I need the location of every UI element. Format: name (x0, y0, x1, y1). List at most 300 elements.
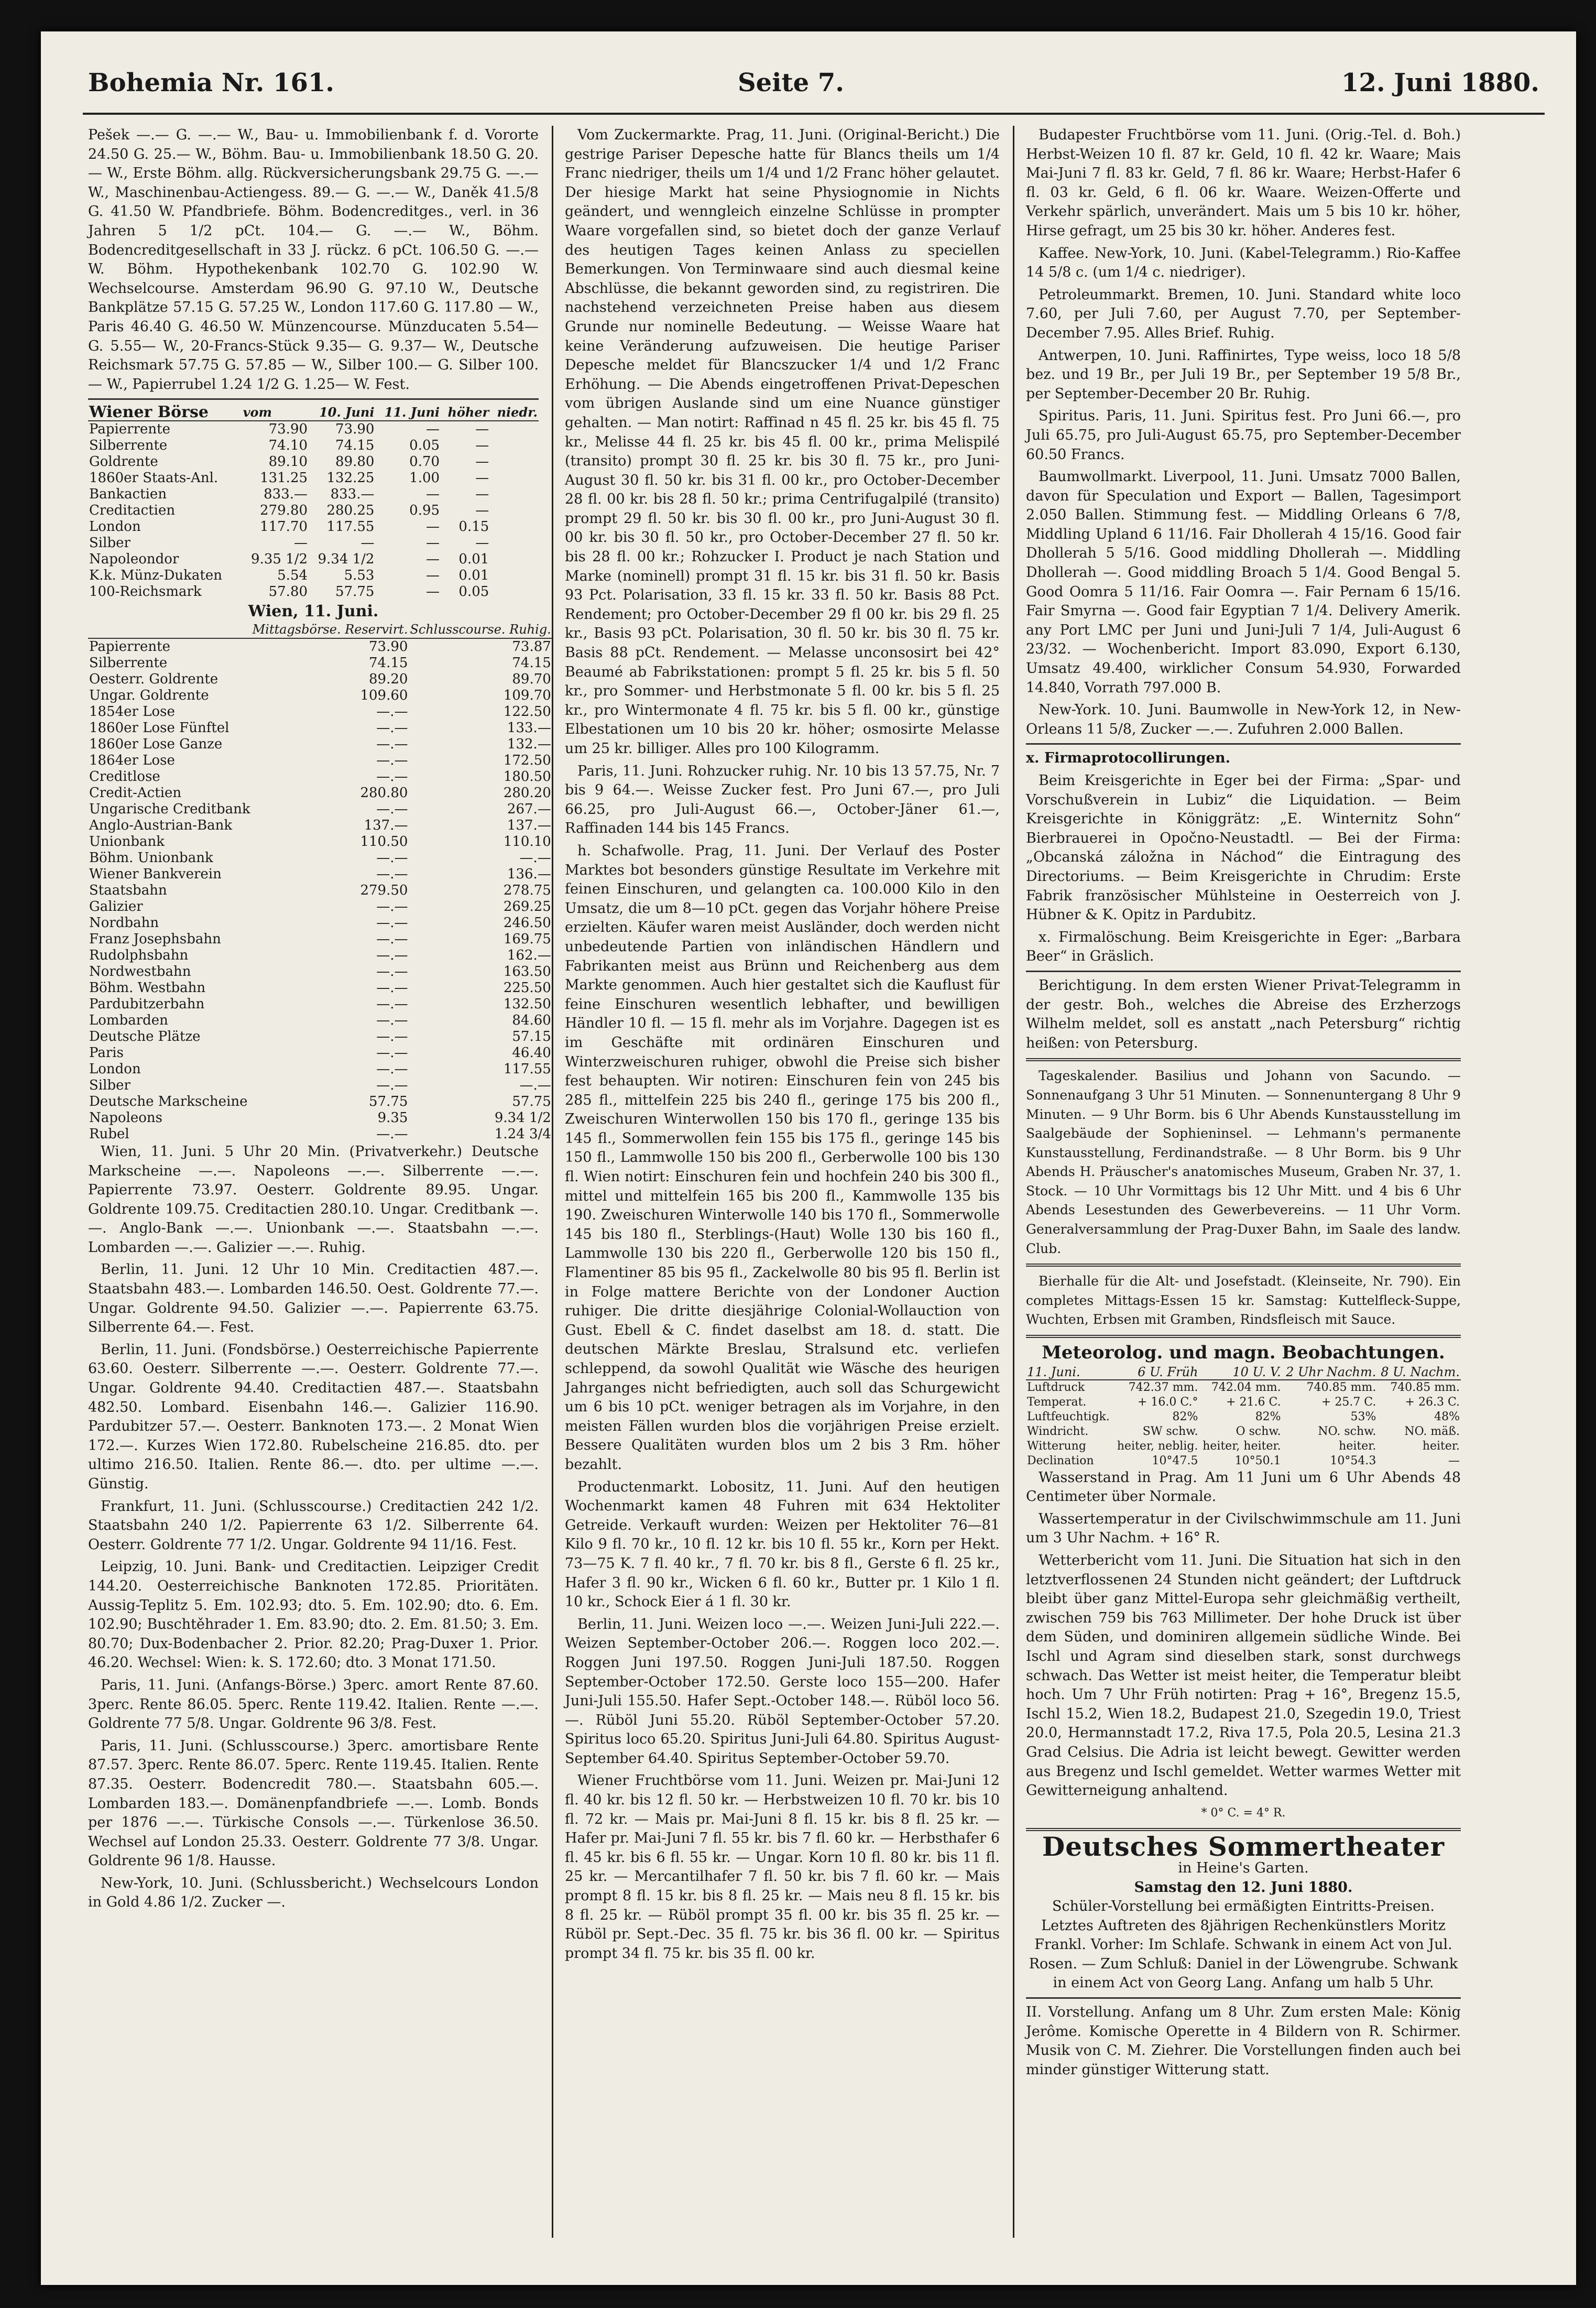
table-cell: —.— (376, 850, 408, 866)
table-cell: 73.90 (268, 421, 308, 438)
column-2 (565, 126, 1000, 2243)
table-row (88, 1061, 552, 1077)
table-cell: Rudolphsbahn (89, 947, 189, 963)
table-cell: 0.15 (458, 519, 489, 535)
wiener-boerse-table (88, 404, 539, 600)
column-1 (88, 126, 551, 2243)
table-cell: Bankactien (89, 486, 167, 503)
table-cell: NO. schw. (1318, 1424, 1376, 1438)
table-cell: 117.70 (260, 519, 308, 535)
table-cell: Luftdruck (1027, 1380, 1085, 1394)
table-row (88, 1094, 552, 1110)
table-row (88, 785, 552, 801)
table-header-row (88, 622, 552, 638)
table-cell: 137.— (507, 817, 551, 833)
table-cell: Unionbank (89, 833, 165, 850)
table-cell: 279.80 (260, 503, 308, 519)
table-cell: Windricht. (1027, 1424, 1089, 1438)
table-cell: London (89, 519, 141, 535)
table-cell: + 16.0 C.° (1138, 1395, 1198, 1409)
table-header-row (88, 404, 539, 421)
table-cell: 5.54 (277, 568, 308, 584)
table-cell: 89.70 (512, 671, 551, 687)
table-cell: Pardubitzerbahn (89, 996, 205, 1012)
table-cell: —.— (376, 1126, 408, 1142)
table-cell: 57.75 (512, 1093, 551, 1109)
table-cell: —.— (376, 1077, 408, 1093)
table-row (88, 655, 552, 671)
table-cell: 57.15 (512, 1028, 551, 1044)
table-cell: —.— (376, 768, 408, 785)
table-cell: 280.20 (503, 785, 551, 801)
column-rule-1 (552, 126, 553, 2238)
table-row (1026, 1424, 1461, 1439)
table-row (1026, 1380, 1461, 1395)
table-cell: 84.60 (512, 1012, 551, 1028)
table-cell: 100-Reichsmark (89, 584, 202, 600)
table-cell: 82% (1255, 1410, 1281, 1423)
table-cell: Deutsche Plätze (89, 1028, 201, 1044)
table-cell: Rubel (89, 1126, 129, 1142)
table-cell: — (426, 421, 440, 438)
table-cell: 132.— (507, 736, 551, 752)
table-cell: Böhm. Westbahn (89, 979, 206, 996)
table-cell: —.— (376, 931, 408, 947)
table-cell: Creditlose (89, 768, 160, 785)
table-row (88, 584, 539, 600)
firma-title: x. Firmaprotocollirungen. (1026, 750, 1230, 767)
table-cell: 48% (1434, 1410, 1460, 1423)
table-cell: 9.34 1/2 (494, 1109, 551, 1126)
table-cell: Silber (89, 1077, 130, 1093)
table-cell: 132.25 (326, 470, 375, 486)
table-cell: — (475, 503, 489, 519)
table-row (88, 1126, 552, 1142)
berichtigung: Berichtigung. In dem ersten Wiener Privat-Telegramm in der gestr. Boh., welches die Abreise des Erzherzogs Wilhelm meldet, soll es anstatt „nach Petersburg“ richtig heißen: von Petersburg. (1026, 977, 1461, 1051)
meteo-note: Wassertemperatur in der Civilschwimmschule am 11. Juni um 3 Uhr Nachm. + 16° R. (1026, 1510, 1461, 1547)
table-cell: 74.10 (268, 438, 308, 454)
market-report: Productenmarkt. Lobositz, 11. Juni. Auf den heutigen Wochenmarkt kamen 48 Fuhren mit 634 Hektoliter Getreide. Verkauft wurden: Weizen per Hektoliter 76—81 Kilo 9 fl. 70 kr., 10 fl. 12 kr. bis 10 fl. 55 kr., Korn per Hekt. 73—75 K. 7 fl. 40 kr., 7 fl. 70 kr. bis 8 fl., Gerste 6 fl. 25 kr., Hafer 3 fl. 90 kr., Wicken 6 fl. 60 kr., Butter pr. 1 Kilo 1 fl. 10 kr., Schock Eier á 1 fl. 30 kr. (565, 1478, 1000, 1610)
table-cell: 46.40 (512, 1044, 551, 1061)
table-row (88, 551, 539, 568)
table-cell: 53% (1350, 1410, 1376, 1423)
firmaloeschung: x. Firmalöschung. Beim Kreisgerichte in Eger: „Barbara Beer“ in Gräslich. (1026, 929, 1461, 965)
table-cell: + 21.6 C. (1226, 1395, 1281, 1409)
table-cell: 57.80 (268, 584, 308, 600)
table-cell: Goldrente (89, 454, 158, 470)
table-cell: 133.— (507, 720, 551, 736)
table-cell: 132.50 (503, 996, 551, 1012)
table-cell: — (475, 454, 489, 470)
table-row (88, 915, 552, 931)
table-cell: —.— (376, 1061, 408, 1077)
table-row (88, 535, 539, 551)
table-cell: 10°47.5 (1152, 1454, 1198, 1467)
table-cell: 280.80 (360, 785, 408, 801)
table-cell: —.— (376, 866, 408, 882)
table-cell: —.— (376, 1028, 408, 1044)
market-report: Frankfurt, 11. Juni. (Schlusscourse.) Creditactien 242 1/2. Staatsbahn 240 1/2. Papierrente 63 1/2. Silberrente 64. Oesterr. Goldrente 77 1/2. Ungar. Goldrente 94 11/16. Fest. (88, 1498, 539, 1553)
table-cell: Luftfeuchtigk. (1027, 1410, 1110, 1423)
table-row (88, 964, 552, 980)
table-cell: Witterung (1027, 1439, 1086, 1453)
market-report: Leipzig, 10. Juni. Bank- und Creditactien. Leipziger Credit 144.20. Oesterreichische Banknoten 172.85. Prioritäten. Aussig-Teplitz 5. Em. 102.93; dto. 5. Em. 102.90; dto. 6. Em. 102.90; Buschtěhrader 1. Em. 83.90; dto. 2. Em. 81.50; 3. Em. 80.70; Dux-Bodenbacher 2. Prior. 82.20; Prag-Duxer 1. Prior. 46.20. Wechsel: Wien: k. S. 172.60; dto. 3 Monat 171.50. (88, 1559, 539, 1671)
table-row (88, 720, 552, 736)
theater-date: Samstag den 12. Juni 1880. (1134, 1879, 1353, 1896)
table-cell: —.— (376, 963, 408, 979)
table-cell: —.— (376, 736, 408, 752)
divider (1026, 1058, 1461, 1061)
market-report: Antwerpen, 10. Juni. Raffinirtes, Type weiss, loco 18 5/8 bez. und 19 Br., per Juli 19 Br., per September 19 5/8 Br., per September-December 20 Br. Ruhig. (1026, 347, 1461, 402)
table-cell: 269.25 (503, 898, 551, 915)
market-report: New-York. 10. Juni. Baumwolle in New-York 12, in New-Orleans 11 5/8, Zucker —.—. Zufuhren 2.000 Ballen. (1026, 702, 1461, 737)
table-cell: heiter, heiter. (1203, 1439, 1281, 1453)
page-header (41, 68, 1576, 110)
table-cell: 73.90 (369, 638, 408, 655)
market-report: Wiener Fruchtbörse vom 11. Juni. Weizen pr. Mai-Juni 12 fl. 40 kr. bis 12 fl. 50 kr. — Herbstweizen 10 fl. 70 kr. bis 10 fl. 72 kr. — Mais pr. Mai-Juni 8 fl. 15 kr. bis 8 fl. 25 kr. — Hafer pr. Mai-Juni 7 fl. 55 kr. bis 7 fl. 60 kr. — Herbsthafer 6 fl. 45 kr. bis 6 fl. 55 kr. — Ungar. Korn 10 fl. 80 kr. bis 11 fl. 25 kr. — Mercantilhafer 7 fl. 50 kr. bis 7 fl. 60 kr. — Mais prompt 8 fl. 15 kr. bis 8 fl. 25 kr. — Mais neu 8 fl. 15 kr. bis 8 fl. 25 kr. — Rüböl prompt 35 fl. 00 kr. bis 35 fl. 25 kr. — Rüböl pr. Sept.-Dec. 35 fl. 75 kr. bis 36 fl. 00 kr. — Spiritus prompt 34 fl. 75 kr. bis 35 fl. 00 kr. (565, 1772, 1000, 1962)
table-cell: — (475, 438, 489, 454)
table-cell: 1860er Lose Fünftel (89, 720, 229, 736)
table-cell: 117.55 (503, 1061, 551, 1077)
table-cell: Anglo-Austrian-Bank (89, 817, 233, 833)
table-cell: 89.20 (369, 671, 408, 687)
table-cell: — (475, 421, 489, 438)
table-row (88, 688, 552, 704)
table-cell: Nordwestbahn (89, 963, 191, 979)
table-cell: —.— (519, 1077, 551, 1093)
table-cell: Credit-Actien (89, 785, 182, 801)
table-cell: — (294, 535, 308, 551)
table-cell: 1854er Lose (89, 703, 175, 720)
th: 2 Uhr Nachm. (1282, 1365, 1378, 1380)
meteo-note: Wetterbericht vom 11. Juni. Die Situation hat sich in den letztverflossenen 24 Stunden nicht geändert; der Luftdruck bleibt über ganz Mittel-Europa sehr gleichmäßig vertheilt, zwischen 759 bis 763 Millimeter. Der hohe Druck ist über dem Süden, und dominiren allgemein südliche Winde. Bei Ischl und Agram sind dieselben stark, sonst durchwegs schwach. Das Wetter ist meist heiter, die Temperatur bleibt hoch. Um 7 Uhr Früh notirten: Prag + 16°, Bregenz 15.5, Ischl 15.2, Wien 18.2, Budapest 21.0, Szegedin 19.0, Triest 20.0, Hermannstadt 17.2, Riva 17.5, Pola 20.5, Lesina 21.3 Grad Celsius. Die Adria ist leicht bewegt. Gewitter werden aus Bregenz und Ischl gemeldet. Wetter warmes Wetter mit Gewitterneigung anhaltend. (1026, 1552, 1461, 1799)
market-report: h. Schafwolle. Prag, 11. Juni. Der Verlauf des Poster Marktes bot besonders günstige Resultate im Verkehre mit feinen Einschuren, und gelangten ca. 100.000 Kilo in den Umsatz, die um 8—10 pCt. gegen das Vorjahr höhere Preise erzielten. Käufer waren meist Ausländer, doch werden nicht unbedeutende Partien von inländischen Händlern und Fabrikanten meist aus Brünn und Reichenberg aus dem Markte genommen. Auch hier gestaltet sich die Kauflust für feine Einschuren wesentlich lebhafter, und bewilligen Händler 10 fl. — 15 fl. mehr als im Vorjahre. Dagegen ist es im Geschäfte mit ordinären Einschuren und Winterzweischuren ruhiger, obwohl die Preise sich bisher fest behaupten. Wir notiren: Einschuren fein von 245 bis 285 fl., mittelfein 225 bis 240 fl., geringe 175 bis 200 fl., Zweischuren Winterwollen 150 bis 170 fl., geringe 135 bis 145 fl., Sommerwollen fein 155 bis 175 fl., geringe 145 bis 150 fl., Lammwolle 150 bis 200 fl., Gerberwolle 100 bis 130 fl. Wien notirt: Einschuren fein und hochfein 240 bis 300 fl., mittel und mittelfein 165 bis 200 fl., Kammwolle 135 bis 190. Zweischuren Winterwolle 140 bis 170 fl., Sommerwolle 145 bis 180 fl., Sterblings-(Haut) Wolle 130 bis 160 fl., Lammwolle 130 bis 220 fl., Gerberwolle 120 bis 150 fl., Flamentiner 85 bis 95 fl., Zackelwolle 80 bis 95 fl. Berlin ist in Folge mattere Berichte von der Londoner Auction ruhiger. Die dritte diesjährige Colonial-Wollauction von Gust. Ebell & C. findet daselbst am 18. d. statt. Die deutschen Märkte Breslau, Stralsund etc. verliefen schleppend, da sowohl Qualität wie Wäsche des heurigen Jahrganges nicht befriedigten, auch soll das Schurgewicht um 6 bis 10 pCt. weniger betragen als im Vorjahre, in den meisten Fällen wurden blos die vorjährigen Preise erzielt. Bessere Qualitäten wurden blos um 2 bis 3 Rm. höher bezahlt. (565, 842, 1000, 1473)
table-row (88, 438, 539, 454)
table-cell: 10°50.1 (1234, 1454, 1281, 1467)
table-cell: 279.50 (360, 882, 408, 898)
table-row (88, 704, 552, 720)
th: 11. Juni. (1026, 1365, 1113, 1380)
table-cell: 57.75 (335, 584, 375, 600)
table-row (88, 671, 552, 688)
table-cell: —.— (376, 915, 408, 931)
table-cell: 267.— (507, 801, 551, 817)
table-cell: 9.35 (377, 1109, 408, 1126)
table-cell: — (1448, 1454, 1460, 1467)
market-report: Budapester Fruchtbörse vom 11. Juni. (Orig.-Tel. d. Boh.) Herbst-Weizen 10 fl. 87 kr. Geld, 10 fl. 42 kr. Waare; Mais Mai-Juni 7 fl. 83 kr. Geld, 7 fl. 86 kr. Waare; Herbst-Hafer 6 fl. 03 kr. Geld, 6 fl. 06 kr. Waare. Weizen-Offerte und Verkehr spärlich, unverändert. Mais um 5 bis 10 kr. höher, Hirse gefragt, um 25 bis 30 kr. höher. Anderes fest. (1026, 127, 1461, 239)
table-cell: Papierrente (89, 638, 170, 655)
market-report: Berlin, 11. Juni. 12 Uhr 10 Min. Creditactien 487.—. Staatsbahn 483.—. Lombarden 146.50. Oest. Goldrente 77.—. Ungar. Goldrente 94.50. Galizier —.—. Papierrente 63.75. Silberrente 64.—. Fest. (88, 1261, 539, 1336)
table-cell: heiter. (1422, 1439, 1460, 1453)
theater-subtitle: in Heine's Garten. (1178, 1859, 1309, 1876)
table-cell: Ungar. Goldrente (89, 687, 209, 703)
table-cell: 0.05 (409, 438, 440, 454)
table-row (88, 1077, 552, 1094)
market-report: Berlin, 11. Juni. Weizen loco —.—. Weizen Juni-Juli 222.—. Weizen September-October 206.—. Roggen loco 202.—. Roggen Juni 197.50. Roggen Juni-Juli 187.50. Roggen September-October 172.50. Gerste loco 155—200. Hafer Juni-Juli 155.50. Hafer Sept.-October 148.—. Rüböl loco 56.—. Rüböl Juni 55.20. Rüböl September-October 57.20. Spiritus loco 65.20. Spiritus Juni-Juli 64.80. Spiritus August-September 64.40. Spiritus September-October 59.70. (565, 1616, 1000, 1767)
market-report: Paris, 11. Juni. (Anfangs-Börse.) 3perc. amort Rente 87.60. 3perc. Rente 86.05. 5perc. Rente 119.42. Italien. Rente —.—. Goldrente 77 5/8. Ungar. Goldrente 96 3/8. Fest. (88, 1676, 539, 1732)
table-cell: Silberrente (89, 438, 168, 454)
table-cell: Silber (89, 535, 130, 551)
table-row (88, 801, 552, 818)
theater-second: II. Vorstellung. Anfang um 8 Uhr. Zum ersten Male: König Jerôme. Komische Operette in 4 Bildern von R. Schirmer. Musik von C. M. Ziehrer. Die Vorstellungen finden auch bei minder günstiger Witterung statt. (1026, 2004, 1461, 2078)
table-cell: 742.37 mm. (1128, 1380, 1198, 1394)
table-cell: + 26.3 C. (1405, 1395, 1460, 1409)
table-cell: 280.25 (326, 503, 375, 519)
column-rule-2 (1013, 126, 1014, 2238)
market-report: Kaffee. New-York, 10. Juni. (Kabel-Telegramm.) Rio-Kaffee 14 5/8 c. (um 1/4 c. niedriger). (1026, 245, 1461, 281)
theater-title: Deutsches Sommertheater (1042, 1831, 1445, 1863)
table-cell: —.— (376, 1044, 408, 1061)
market-report: Paris, 11. Juni. Rohzucker ruhig. Nr. 10 bis 13 57.75, Nr. 7 bis 9 64.—. Weisse Zucker fest. Pro Juni 67.—, pro Juli 66.25, pro Juli-August 66.—, October-Jäner 61.—, Raffinaden 144 bis 145 Francs. (565, 763, 1000, 837)
table-row (88, 470, 539, 486)
table-cell: — (475, 486, 489, 503)
table-cell: — (426, 519, 440, 535)
th (88, 622, 252, 638)
table-row (88, 899, 552, 915)
table-cell: 180.50 (503, 768, 551, 785)
wien-title: Wien, 11. Juni. (248, 602, 379, 621)
table-cell: Galizier (89, 898, 143, 915)
table-cell: Staatsbahn (89, 882, 167, 898)
table-cell: 1.00 (409, 470, 440, 486)
table-cell: —.— (376, 1012, 408, 1028)
market-report: Wien, 11. Juni. 5 Uhr 20 Min. (Privatverkehr.) Deutsche Markscheine —.—. Napoleons —.—. Silberrente —.—. Papierrente 73.97. Oesterr. Goldrente 89.95. Ungar. Goldrente 109.75. Creditactien 280.10. Ungar. Creditbank —.—. Anglo-Bank —.—. Unionbank —.—. Staatsbahn —.—. Lombarden —.—. Galizier —.—. Ruhig. (88, 1143, 539, 1256)
theater-body: Schüler-Vorstellung bei ermäßigten Eintritts-Preisen. Letztes Auftreten des 8jährigen Rechenkünstlers Moritz Frankl. Vorher: Im Schlafe. Schwank in einem Act von Jul. Rosen. — Zum Schluß: Daniel in der Löwengrube. Schwank in einem Act von Georg Lang. Anfang um halb 5 Uhr. (1029, 1898, 1458, 1991)
table-cell: Temperat. (1027, 1395, 1087, 1409)
table-cell: 225.50 (503, 979, 551, 996)
table-cell: 169.75 (503, 931, 551, 947)
table-row (88, 568, 539, 584)
th: 10 U. V. (1199, 1365, 1282, 1380)
table-cell: 110.50 (360, 833, 408, 850)
table-cell: 9.35 1/2 (251, 551, 308, 568)
table-cell: 74.15 (369, 655, 408, 671)
column-3 (1026, 126, 1461, 2243)
table-cell: O schw. (1236, 1424, 1281, 1438)
table-cell: — (426, 486, 440, 503)
table-cell: 740.85 mm. (1306, 1380, 1376, 1394)
header-center: Seite 7. (738, 68, 844, 97)
table-cell: 1864er Lose (89, 752, 175, 768)
table-cell: + 25.7 C. (1321, 1395, 1376, 1409)
table-cell: 0.01 (458, 568, 489, 584)
table-cell: 0.05 (458, 584, 489, 600)
table-cell: Silberrente (89, 655, 168, 671)
table-cell: 9.34 1/2 (318, 551, 375, 568)
table-cell: —.— (376, 898, 408, 915)
table-cell: —.— (376, 979, 408, 996)
table-row (88, 1045, 552, 1061)
table-row (88, 866, 552, 883)
table-cell: 109.70 (503, 687, 551, 703)
table-cell: 162.— (507, 947, 551, 963)
table-cell: —.— (376, 703, 408, 720)
table-cell: Ungarische Creditbank (89, 801, 250, 817)
table-cell: 0.95 (409, 503, 440, 519)
table-cell: 172.50 (503, 752, 551, 768)
firma-text: Beim Kreisgerichte in Eger bei der Firma: „Spar- und Vorschußverein in Lubiz“ die Liquidation. — Beim Kreisgerichte in Königgrätz: „E. Winternitz Sohn“ Bierbrauerei in Opočno-Neustadtl. — Bei der Firma: „Obcanská záložna in Náchod“ die Eintragung des Directoriums. — Beim Kreisgerichte in Chrudim: Erste Fabrik französischer Mühlsteine in Oesterreich von J. Hübner & K. Opitz in Pardubitz. (1026, 772, 1461, 923)
table-row (1026, 1410, 1461, 1424)
divider (1026, 971, 1461, 972)
table-cell: — (426, 551, 440, 568)
table-row (1026, 1454, 1461, 1468)
table-row (88, 1013, 552, 1029)
table-cell: 82% (1172, 1410, 1198, 1423)
table-row (88, 421, 539, 438)
table-cell: 74.15 (335, 438, 375, 454)
table-cell: Deutsche Markscheine (89, 1093, 248, 1109)
table-cell: Lombarden (89, 1012, 168, 1028)
table-cell: 1.24 3/4 (494, 1126, 551, 1142)
market-report: New-York, 10. Juni. (Schlussbericht.) Wechselcours London in Gold 4.86 1/2. Zucker —. (88, 1875, 539, 1911)
table-cell: 74.15 (512, 655, 551, 671)
table-cell: 246.50 (503, 915, 551, 931)
table-cell: 89.10 (268, 454, 308, 470)
newspaper-page (41, 31, 1576, 2285)
table-cell: 1860er Staats-Anl. (89, 470, 218, 486)
table-cell: 1860er Lose Ganze (89, 736, 223, 752)
table-row (88, 486, 539, 503)
header-rule (83, 113, 1545, 115)
table-cell: —.— (376, 752, 408, 768)
tageskalender: Tageskalender. Basilius und Johann von Sacundo. — Sonnenaufgang 3 Uhr 51 Minuten. — Sonnenuntergang 8 Uhr 9 Minuten. — 9 Uhr Borm. bis 6 Uhr Abends Kunstausstellung im Saalgebäude der Sophieninsel. — Lehmann's permanente Kunstausstellung, Ferdinandstraße. — 8 Uhr Borm. bis 9 Uhr Abends H. Präuscher's anatomisches Museum, Graben Nr. 37, 1. Stock. — 10 Uhr Vormittags bis 12 Uhr Mitt. und 4 bis 6 Uhr Abends Lesestunden des Gewerbevereins. — 11 Uhr Vorm. Generalversammlung der Prag-Duxer Bahn, im Saale des landw. Club. (1026, 1068, 1461, 1256)
table-row (88, 931, 552, 948)
table-row (88, 1110, 552, 1126)
th: vom (242, 404, 309, 421)
table-cell: 73.87 (512, 638, 551, 655)
table-cell: heiter, neblig. (1117, 1439, 1198, 1453)
table-cell: Creditactien (89, 503, 176, 519)
table-cell: Napoleons (89, 1109, 162, 1126)
table-row (88, 834, 552, 850)
table-cell: NO. mäß. (1404, 1424, 1460, 1438)
table-cell: K.k. Münz-Dukaten (89, 568, 222, 584)
table-cell: — (426, 535, 440, 551)
market-report: Petroleummarkt. Bremen, 10. Juni. Standard white loco 7.60, per Juli 7.60, per August 7.70, per September-December 7.95. Alles Brief. Ruhig. (1026, 286, 1461, 341)
table-cell: 131.25 (260, 470, 308, 486)
divider (1026, 1264, 1461, 1267)
meteo-footnote: * 0° C. = 4° R. (1201, 1806, 1286, 1820)
table-cell: Nordbahn (89, 915, 159, 931)
table-cell: 109.60 (360, 687, 408, 703)
table-cell: Wiener Bankverein (89, 866, 222, 882)
table-cell: 57.75 (369, 1093, 408, 1109)
table-row (88, 1029, 552, 1045)
table-cell: heiter. (1339, 1439, 1376, 1453)
table-row (88, 996, 552, 1013)
table-cell: — (360, 535, 375, 551)
th: 6 U. Früh (1113, 1365, 1199, 1380)
table-cell: 137.— (364, 817, 408, 833)
table-row (1026, 1439, 1461, 1454)
header-right: 12. Juni 1880. (1341, 68, 1539, 97)
table-cell: 136.— (507, 866, 551, 882)
divider (88, 398, 539, 400)
table-cell: —.— (376, 996, 408, 1012)
table-cell: 833.— (330, 486, 375, 503)
meteo-table (1026, 1365, 1461, 1468)
table-cell: Böhm. Unionbank (89, 850, 213, 866)
table-row (88, 736, 552, 753)
th: 11. Juni (375, 404, 441, 421)
table-cell: 742.04 mm. (1211, 1380, 1281, 1394)
table-row (88, 503, 539, 519)
market-report: Baumwollmarkt. Liverpool, 11. Juni. Umsatz 7000 Ballen, davon für Speculation und Export — Ballen, Tagesimport 2.050 Ballen. Stimmung fest. — Middling Orleans 6 7/8, Middling Upland 6 11/16. Fair Dhollerah 4 15/16. Good fair Dhollerah 5 5/16. Good middling Dhollerah —. Middling Dhollerah —. Good middling Broach 5 1/4. Good Bengal 5. Good Oomra 5 11/16. Fair Oomra —. Fair Pernam 6 15/16. Fair Smyrna —. Good fair Egyptian 7 1/4. Delivery Amerik. any Port LMC per Juni und Juni-Juli 7 1/4, Juli-August 6 23/32. — Wochenbericht. Import 83.090, Export 6.130, Umsatz 49.400, wirklicher Consum 54.930, Forwarded 14.840, Vorrath 797.000 B. (1026, 469, 1461, 696)
boerse-title: Wiener Börse (88, 404, 242, 421)
table-cell: 740.85 mm. (1390, 1380, 1460, 1394)
table-cell: 833.— (264, 486, 308, 503)
table-row (88, 818, 552, 834)
table-row (88, 980, 552, 996)
th: Mittagsbörse. Reservirt. (252, 622, 409, 638)
table-cell: — (475, 470, 489, 486)
table-header-row (1026, 1365, 1461, 1380)
table-cell: Declination (1027, 1454, 1094, 1467)
table-cell: — (475, 535, 489, 551)
divider (1026, 1997, 1461, 1999)
table-row (88, 454, 539, 470)
header-left: Bohemia Nr. 161. (88, 68, 334, 97)
th: Schlusscourse. Ruhig. (409, 622, 552, 638)
th: 10. Juni (309, 404, 375, 421)
table-row (88, 948, 552, 964)
table-row (88, 850, 552, 866)
table-cell: 278.75 (503, 882, 551, 898)
table-cell: — (426, 584, 440, 600)
market-report: Berlin, 11. Juni. (Fondsbörse.) Oesterreichische Papierrente 63.60. Oesterr. Silberrente —.—. Oesterr. Goldrente 77.—. Ungar. Goldrente 94.40. Creditactien 487.—. Staatsbahn 482.50. Lombard. Eisenbahn 146.—. Galizier 116.90. Pardubitzer 57.—. Oesterr. Banknoten 173.—. 2 Monat Wien 172.—. Kurzes Wien 172.80. Rubelscheine 216.85. dto. per ultimo 216.50. Italien. Rente 86.—. dto. per ultime —.—. Günstig. (88, 1341, 539, 1492)
table-cell: Papierrente (89, 421, 170, 438)
divider (1026, 743, 1461, 745)
wien-course-table (88, 622, 552, 1142)
table-cell: —.— (519, 850, 551, 866)
table-cell: —.— (376, 801, 408, 817)
table-cell: —.— (376, 947, 408, 963)
table-row (88, 638, 552, 655)
th: höher (441, 404, 490, 421)
table-cell: 110.10 (503, 833, 551, 850)
table-cell: 117.55 (326, 519, 375, 535)
table-cell: 73.90 (335, 421, 375, 438)
table-cell: SW schw. (1142, 1424, 1198, 1438)
table-cell: 0.70 (409, 454, 440, 470)
table-row (88, 769, 552, 785)
th: niedr. (490, 404, 539, 421)
meteo-note: Wasserstand in Prag. Am 11 Juni um 6 Uhr Abends 48 Centimeter über Normale. (1026, 1469, 1461, 1505)
table-row (1026, 1395, 1461, 1410)
th: 8 U. Nachm. (1377, 1365, 1461, 1380)
table-cell: Napoleondor (89, 551, 179, 568)
market-report: Vom Zuckermarkte. Prag, 11. Juni. (Original-Bericht.) Die gestrige Pariser Depesche hatte für Blancs theils um 1/4 Franc niedriger, theils um 1/4 und 1/2 Franc höher gelautet. Der hiesige Markt hat seine Physiognomie in Nichts geändert, und wenngleich einzelne Schlüsse in prompter Waare vorgefallen sind, so bietet doch der ganze Verlauf des heutigen Tages keinen Anlass zu speciellen Bemerkungen. Von Terminwaare sind auch diesmal keine Abschlüsse, die bekannt geworden sind, zu registriren. Die nachstehend verzeichneten Preise haben aus diesem Grunde nur nominelle Bedeutung. — Weisse Waare hat keine Veränderung aufzuweisen. Die heutige Pariser Depesche meldet für Blancszucker 1/4 und 1/2 Franc Erhöhung. — Die Abends eingetroffenen Privat-Depeschen vom übrigen Auslande sind um eine Nuance günstiger gehalten. — Man notirt: Raffinad n 45 fl. 25 kr. bis 45 fl. 75 kr., Melisse 44 fl. 25 kr. bis 45 fl. 00 kr., prima Melispilé (transito) prompt 30 fl. 25 kr. bis 30 fl. 75 kr., pro Juni-August 30 fl. 50 kr. bis 31 fl. 00 kr., pro October-December 28 fl. 00 kr. bis 28 fl. 50 kr.; prima Centrifugalpilé (transito) prompt 29 fl. 50 kr. bis 30 fl. 00 kr., pro Juni-August 30 fl. 00 kr. bis 30 fl. 50 kr., pro October-December 27 fl. 50 kr. bis 28 fl. 00 kr.; Rohzucker I. Product je nach Station und Marke (nominell) prompt 31 fl. 15 kr. bis 31 fl. 50 kr. Basis 93 Pct. Polarisation, 33 fl. 15 kr. 33 fl. 50 kr. Basis 88 Pct. Rendement; pro October-December 29 fl 00 kr. bis 29 fl. 25 kr., Basis 93 pCt. Polarisation, 30 fl. 50 kr. bis 30 fl. 75 kr. Basis 88 pCt. Rendement. — Melasse unconsosirt bei 42° Beaumé ab Fabrikstationen: prompt 5 fl. 25 kr. bis 5 fl. 50 kr., pro Sommer- und Herbstmonate 5 fl. 00 kr. bis 5 fl. 25 kr., pro Wintermonate 4 fl. 75 kr. bis 5 fl. 00 kr., günstige Elbestationen um 10 bis 20 kr. höher; osmosirte Melasse um 25 kr. billiger. Alles pro 100 Kilogramm. (565, 127, 1000, 757)
market-report: Paris, 11. Juni. (Schlusscourse.) 3perc. amortisbare Rente 87.57. 3perc. Rente 86.07. 5perc. Rente 119.45. Italien. Rente 87.35. Oesterr. Bodencredit 780.—. Staatsbahn 605.—. Lombarden 183.—. Domänenpfandbriefe —.—. Lomb. Bonds per 1876 —.—. Türkische Consols —.—. Türkenlose 36.50. Wechsel auf London 25.33. Oesterr. Goldrente 77 3/8. Ungar. Goldrente 96 1/8. Hausse. (88, 1737, 539, 1869)
table-cell: Paris (89, 1044, 124, 1061)
table-row (88, 519, 539, 535)
meteo-title: Meteorolog. und magn. Beobachtungen. (1042, 1342, 1445, 1364)
table-row (88, 883, 552, 899)
table-cell: 5.53 (344, 568, 375, 584)
table-cell: Oesterr. Goldrente (89, 671, 218, 687)
table-cell: London (89, 1061, 141, 1077)
bierhalle: Bierhalle für die Alt- und Josefstadt. (Kleinseite, Nr. 790). Ein completes Mittags-Essen 15 kr. Samstag: Kuttelfleck-Suppe, Wuchten, Erbsen mit Gramben, Rindsfleisch mit Sauce. (1026, 1273, 1461, 1327)
table-cell: 0.01 (458, 551, 489, 568)
market-report: Spiritus. Paris, 11. Juni. Spiritus fest. Pro Juni 66.—, pro Juli 65.75, pro Juli-August 65.75, pro September-December 60.50 Francs. (1026, 408, 1461, 463)
table-cell: 89.80 (335, 454, 375, 470)
table-cell: Franz Josephsbahn (89, 931, 221, 947)
table-row (88, 753, 552, 769)
table-cell: —.— (376, 720, 408, 736)
table-cell: — (426, 568, 440, 584)
table-cell: 122.50 (503, 703, 551, 720)
table-cell: 10°54.3 (1330, 1454, 1376, 1467)
